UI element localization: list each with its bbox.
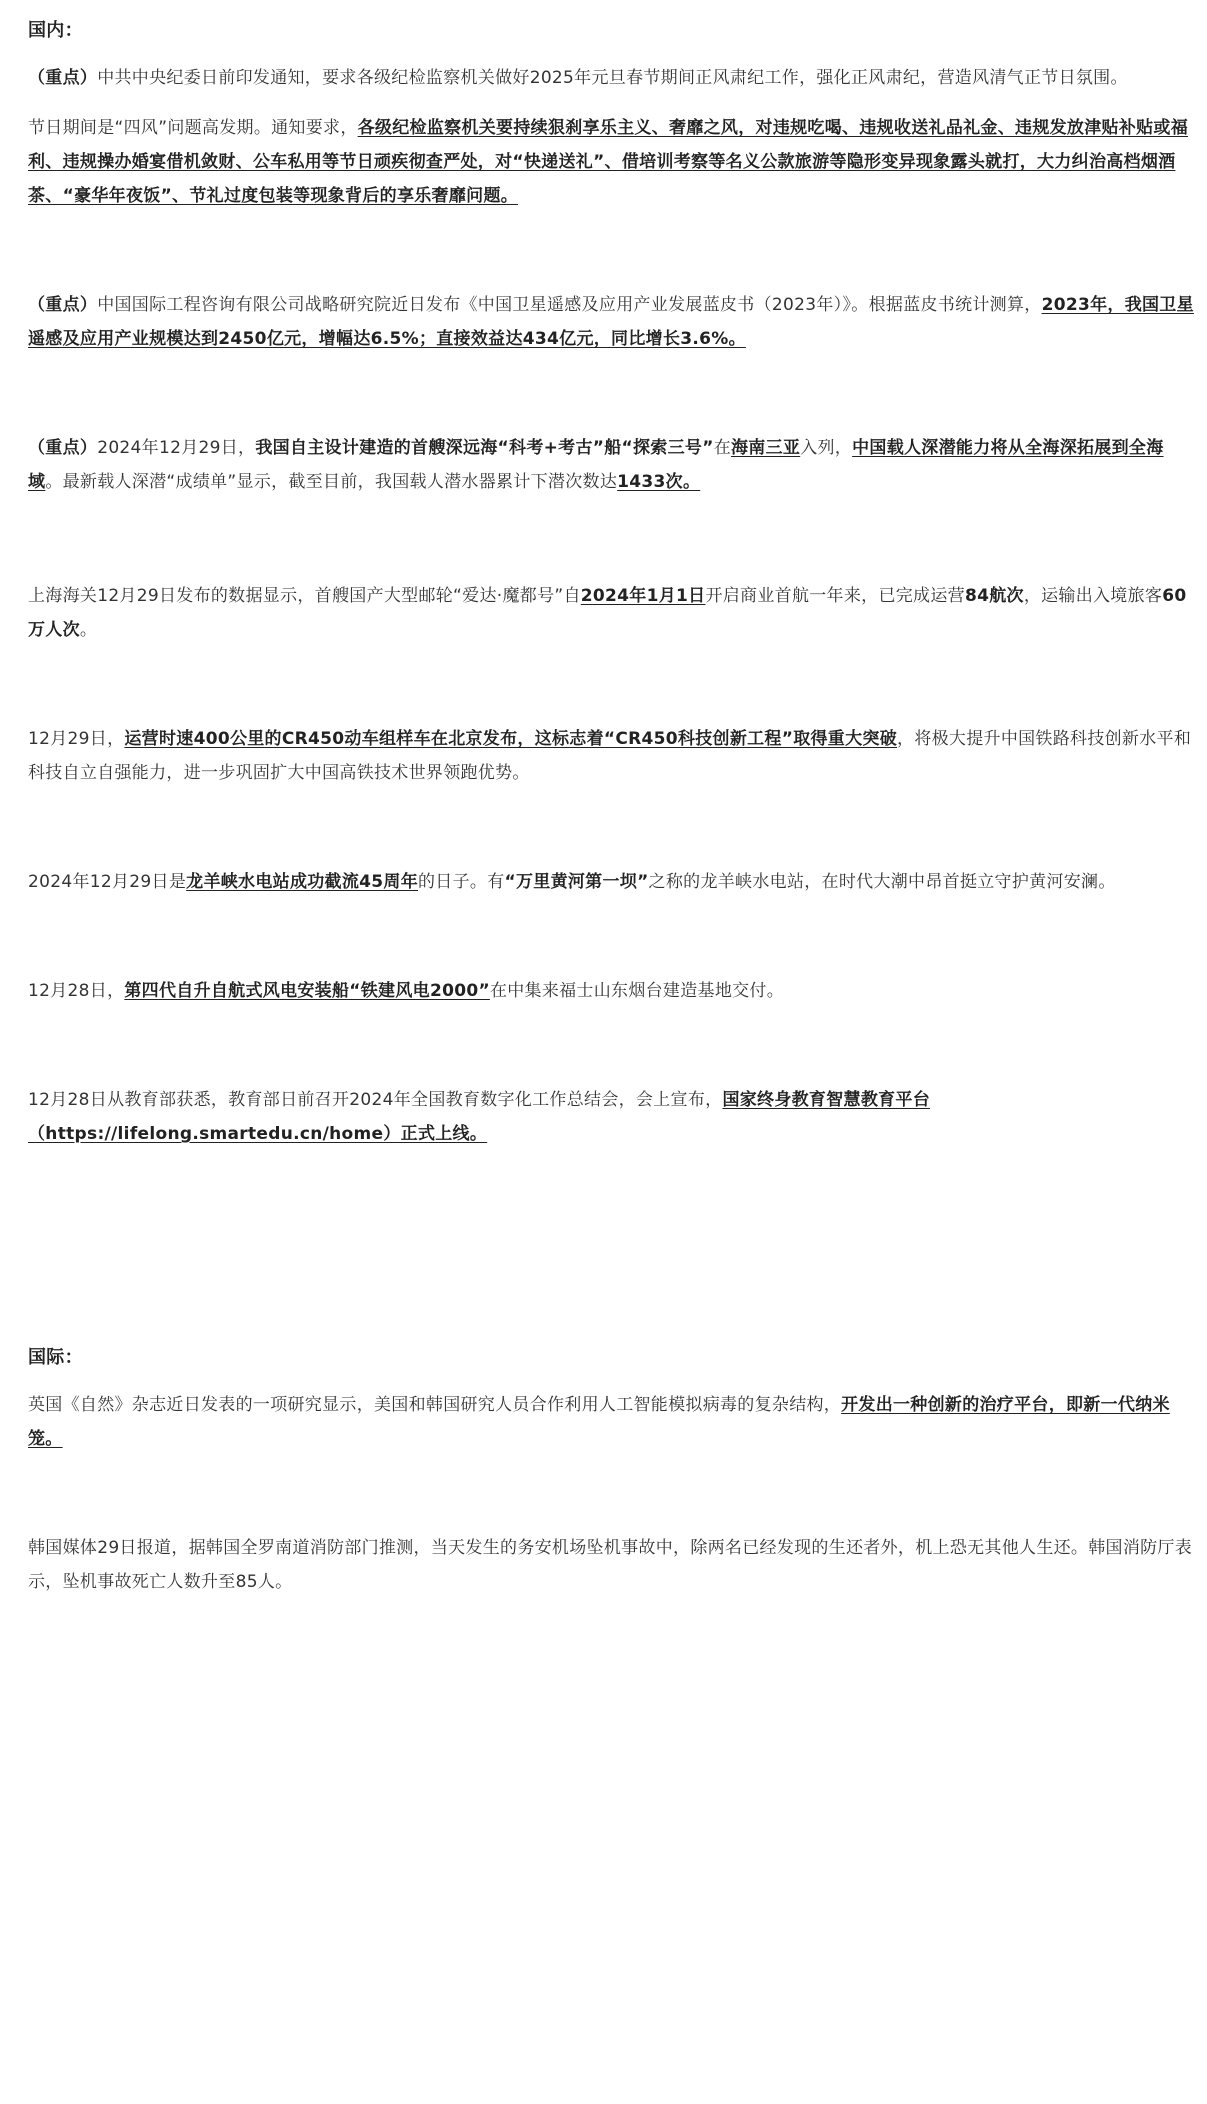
body-text: 开启商业首航一年来，已完成运营: [705, 586, 965, 606]
news-item-satellite-remote-sensing: [28, 288, 1195, 356]
body-text: 之称的龙羊峡水电站，在时代大潮中昂首挺立守护黄河安澜。: [648, 872, 1116, 892]
news-item-lifelong-education-platform: [28, 1083, 1195, 1151]
body-text: 2024年12月29日是: [28, 872, 187, 892]
news-item-muan-crash: [28, 1531, 1195, 1599]
body-text: 英国《自然》杂志近日发表的一项研究显示，美国和韩国研究人员合作利用人工智能模拟病毒的复杂结构，: [28, 1395, 842, 1415]
highlight-text: 开发出一种创新的治疗平台，即新一代纳米笼。: [28, 1395, 1170, 1449]
body-text: ，运输出入境旅客: [1023, 586, 1163, 606]
body-text: 节日期间是“四风”问题高发期。通知要求，: [28, 118, 358, 138]
news-item-cr450: [28, 722, 1195, 790]
highlight-text: 各级纪检监察机关要持续狠刹享乐主义、奢靡之风，对违规吃喝、违规收送礼品礼金、违规发放津贴补贴或福利、违规操办婚宴借机敛财、公车私用等节日顽疾彻查严处，对“快递送礼”、借培训考察等名义公款旅游等隐形变异现象露头就打，大力纠治高档烟酒茶、“豪华年夜饭”、节礼过度包装等现象背后的享乐奢靡问题。: [28, 118, 1189, 206]
emphasis-text: （重点）: [28, 68, 98, 88]
highlight-text: 2023年，我国卫星遥感及应用产业规模达到2450亿元，增幅达6.5%；直接效益达434亿元，同比增长3.6%。: [28, 295, 1194, 349]
body-text: 入列，: [800, 438, 853, 458]
highlight-text: 1433次。: [617, 472, 701, 492]
news-item-tansuo-3: [28, 431, 1195, 499]
body-text: 上海海关12月29日发布的数据显示，首艘国产大型邮轮“爱达·魔都号”自: [28, 586, 581, 606]
body-text: 2024年12月29日，: [97, 438, 256, 458]
emphasis-text: 我国自主设计建造的首艘深远海“科考+考古”船“探索三号”: [255, 438, 714, 458]
body-text: 中国国际工程咨询有限公司战略研究院近日发布《中国卫星遥感及应用产业发展蓝皮书（2023年）》。根据蓝皮书统计测算，: [97, 295, 1042, 315]
body-text: 12月28日，: [28, 981, 125, 1001]
highlight-text: 中国载人深潜能力将从全海深拓展到全海域: [28, 438, 1164, 492]
highlight-text: 海南三亚: [731, 438, 801, 458]
emphasis-text: “万里黄河第一坝”: [504, 872, 649, 892]
body-text: 在: [713, 438, 731, 458]
emphasis-text: 60万人次: [28, 586, 1187, 640]
emphasis-text: （重点）: [28, 438, 98, 458]
body-text: 。: [79, 620, 98, 640]
body-text: 12月29日，: [28, 729, 125, 749]
domestic-heading: 国内：: [28, 20, 83, 41]
body-text: 12月28日从教育部获悉，教育部日前召开2024年全国教育数字化工作总结会，会上宣布，: [28, 1090, 723, 1110]
news-item-discipline-notice: [28, 61, 1195, 95]
body-text: ，将极大提升中国铁路科技创新水平和科技自立自强能力，进一步巩固扩大中国高铁技术世界领跑优势。: [28, 729, 1192, 783]
body-text: 在中集来福士山东烟台建造基地交付。: [489, 981, 785, 1001]
news-item-ai-nanocage: [28, 1388, 1195, 1456]
highlight-text: 国家终身教育智慧教育平台（https://lifelong.smartedu.cn/home）正式上线。: [28, 1090, 931, 1144]
body-text: 的日子。有: [418, 872, 505, 892]
highlight-text: 运营时速400公里的CR450动车组样车在北京发布，这标志着“CR450科技创新工程”取得重大突破: [124, 729, 898, 749]
body-text: 。最新载人深潜“成绩单”显示，截至目前，我国载人潜水器累计下潜次数达: [45, 472, 618, 492]
highlight-text: 2024年1月1日: [580, 586, 706, 606]
emphasis-text: （重点）: [28, 295, 98, 315]
emphasis-text: 84航次: [964, 586, 1024, 606]
news-item-adora-cruise: [28, 579, 1195, 647]
news-item-four-winds: [28, 111, 1195, 213]
body-text: 中共中央纪委日前印发通知，要求各级纪检监察机关做好2025年元旦春节期间正风肃纪工作，强化正风肃纪，营造风清气正节日氛围。: [97, 68, 1128, 88]
highlight-text: 龙羊峡水电站成功截流45周年: [186, 872, 418, 892]
body-text: 韩国媒体29日报道，据韩国全罗南道消防部门推测，当天发生的务安机场坠机事故中，除两名已经发现的生还者外，机上恐无其他人生还。韩国消防厅表示，坠机事故死亡人数升至85人。: [28, 1538, 1193, 1592]
news-item-longyangxia: [28, 865, 1195, 899]
international-heading: 国际：: [28, 1347, 83, 1368]
highlight-text: 第四代自升自航式风电安装船“铁建风电2000”: [124, 981, 490, 1001]
news-item-wind-installation-ship: [28, 974, 1195, 1008]
